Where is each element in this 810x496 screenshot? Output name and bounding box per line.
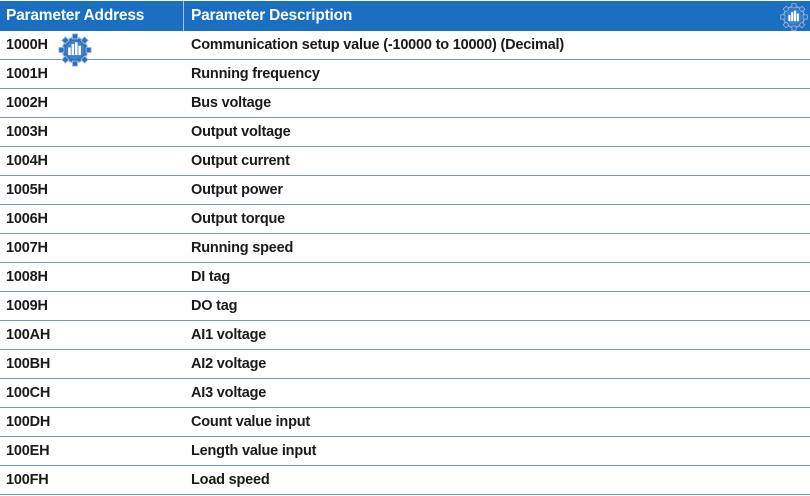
table-row <box>0 437 810 466</box>
table-row <box>0 89 810 118</box>
parameter-address: 100FH <box>6 472 49 488</box>
parameter-description: Load speed <box>191 472 270 488</box>
table-row <box>0 350 810 379</box>
parameter-description: DI tag <box>191 269 231 285</box>
parameter-description: Count value input <box>191 414 311 430</box>
parameter-address: 1008H <box>6 269 48 285</box>
parameter-description: AI3 voltage <box>191 385 267 401</box>
parameter-description: Output voltage <box>191 124 291 140</box>
parameter-address: 1007H <box>6 240 48 256</box>
parameter-address: 1006H <box>6 211 48 227</box>
parameter-description: DO tag <box>191 298 238 314</box>
parameter-description: AI1 voltage <box>191 327 267 343</box>
table-header <box>0 1 810 31</box>
parameter-description: Running speed <box>191 240 294 256</box>
parameter-description: Output current <box>191 153 290 169</box>
parameter-address: 1003H <box>6 124 48 140</box>
table-row <box>0 147 810 176</box>
parameter-address: 1009H <box>6 298 48 314</box>
parameter-description: Communication setup value (-10000 to 10000) (Decimal) <box>191 37 564 53</box>
parameter-description: AI2 voltage <box>191 356 267 372</box>
table-row <box>0 60 810 89</box>
parameter-address: 100AH <box>6 327 51 343</box>
parameter-description: Bus voltage <box>191 95 271 111</box>
parameter-address: 1004H <box>6 153 48 169</box>
parameter-description: Length value input <box>191 443 317 459</box>
header-description: Parameter Description <box>191 7 353 24</box>
table-row <box>0 321 810 350</box>
header-address: Parameter Address <box>0 1 184 31</box>
table-row <box>0 31 810 60</box>
gear-logo-icon <box>780 3 808 31</box>
parameter-address: 1005H <box>6 182 48 198</box>
parameter-address: 100DH <box>6 414 51 430</box>
parameter-address: 100BH <box>6 356 51 372</box>
table-row <box>0 205 810 234</box>
table-row <box>0 379 810 408</box>
parameter-description: Running frequency <box>191 66 320 82</box>
parameter-address: 1000H <box>6 37 48 53</box>
table-row <box>0 118 810 147</box>
parameter-address: 100CH <box>6 385 51 401</box>
table-body <box>0 31 810 495</box>
table-row <box>0 234 810 263</box>
parameter-address: 1001H <box>6 66 48 82</box>
parameter-table <box>0 1 810 495</box>
parameter-address: 100EH <box>6 443 50 459</box>
parameter-description: Output torque <box>191 211 286 227</box>
table-row <box>0 176 810 205</box>
parameter-description: Output power <box>191 182 283 198</box>
parameter-address: 1002H <box>6 95 48 111</box>
table-row <box>0 408 810 437</box>
table-row <box>0 263 810 292</box>
table-row <box>0 466 810 495</box>
table-row <box>0 292 810 321</box>
